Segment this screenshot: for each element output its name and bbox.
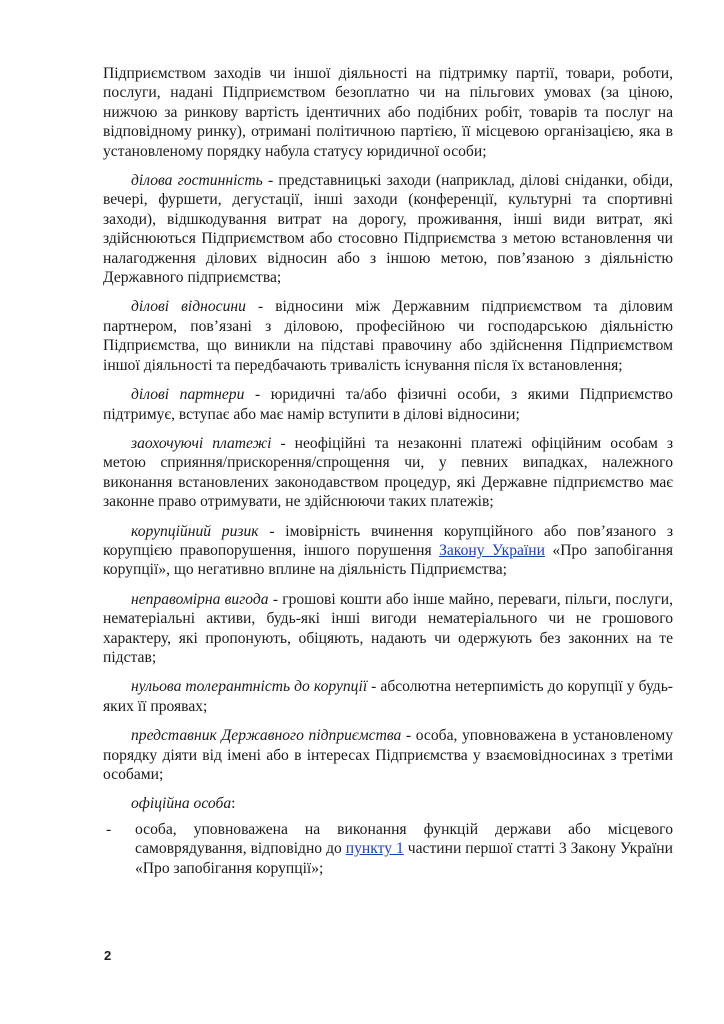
definition-term: ділові партнери: [131, 386, 245, 404]
list-item-text: особа, уповноважена на виконання функцій держави або місцевого самоврядування, відповідно до: [135, 820, 673, 858]
intro-paragraph: Підприємством заходів чи іншої діяльності на підтримку партії, товари, роботи, послуги, надані Підприємством безоплатно чи на пільгових умовах (за ціною, нижчою за ринкову вартість ідентичних або подібних робіт, товарів та послуг на відповідному ринку), отримані політичною партією, її місцевою організацією, яка в установленому порядку набула статусу юридичної особи;: [103, 65, 673, 160]
definition-text: - юридичні та/або фізичні особи, з якими Підприємство підтримує, вступає або має намір вступити в ділові відносини;: [103, 386, 673, 423]
definition-text: - відносини між Державним підприємством та діловим партнером, пов’язані з діловою, професійною чи господарською діяльністю Підприємства, що виникли на підставі правочину або здійснення Підприємством іншої діяльності та передбачають тривалість існування після їх встановлення;: [103, 298, 673, 374]
definition-term: представник Державного підприємства: [131, 727, 402, 745]
definition-business-partners: [103, 385, 673, 424]
list-item-text: частини першої статті 3 Закону України «Про запобігання корупції»;: [135, 840, 673, 877]
definition-text: - неофіційні та незаконні платежі офіційним особам з метою сприяння/прискорення/спрощення чи, у певних випадках, належного виконання встановлених законодавством процедур, які Державне підприємство має законне право отримувати, не здійснюючи таких платежів;: [103, 434, 673, 511]
definition-facilitation-payments: [103, 434, 673, 512]
definition-undue-advantage: [103, 590, 673, 668]
definition-business-hospitality: [103, 171, 673, 287]
law-link[interactable]: Закону України: [439, 541, 545, 559]
definition-business-relations: [103, 297, 673, 375]
definition-text: - грошові кошти або інше майно, переваги, пільги, послуги, нематеріальні активи, будь-які інші вигоди нематеріального чи не грошового характеру, які пропонують, обіцяють, надають чи одержують без законних на те підстав;: [103, 590, 673, 666]
definition-official-person: [103, 794, 673, 813]
definition-term: нульова толерантність до корупції: [131, 678, 368, 696]
definition-term: корупційний ризик: [131, 522, 259, 540]
list-item: [103, 820, 673, 878]
definition-corruption-risk: [103, 522, 673, 580]
definition-term: ділова гостинність: [131, 172, 263, 190]
definition-text: - представницькі заходи (наприклад, ділові сніданки, обіди, вечері, фуршети, дегустації, інші заходи (конференції, культурні та спортивні заходи), відшкодування витрат на дорогу, проживання, інші види витрат, які здійснюються Підприємством або стосовно Підприємства з метою встановлення чи налагодження ділових відносин або з іншою метою, пов’язаною з діяльністю Державного підприємства;: [103, 172, 673, 287]
definition-term: заохочуючі платежі: [131, 434, 272, 452]
definition-term: офіційна особа: [131, 795, 232, 813]
definition-term: ділові відносини: [131, 298, 246, 316]
definition-zero-tolerance: [103, 677, 673, 716]
definition-text: «Про запобігання корупції», що негативно вплине на діяльність Підприємства;: [103, 541, 673, 579]
definition-colon: :: [231, 795, 236, 813]
definition-representative: [103, 726, 673, 784]
clause-link[interactable]: пункту 1: [345, 840, 404, 858]
definition-text: - особа, уповноважена в установленому порядку діяти від імені або в інтересах Підприємства у взаємовідносинах з третіми особами;: [103, 727, 673, 783]
page-number: 2: [104, 948, 112, 963]
document-body: [103, 64, 673, 888]
bullet-dash: -: [106, 820, 112, 838]
definition-text: - імовірність вчинення корупційного або пов’язаного з корупцією правопорушення, іншого порушення: [103, 522, 674, 559]
definition-term: неправомірна вигода: [131, 590, 269, 608]
definition-text: - абсолютна нетерпимість до корупції у будь-яких її проявах;: [103, 678, 674, 715]
